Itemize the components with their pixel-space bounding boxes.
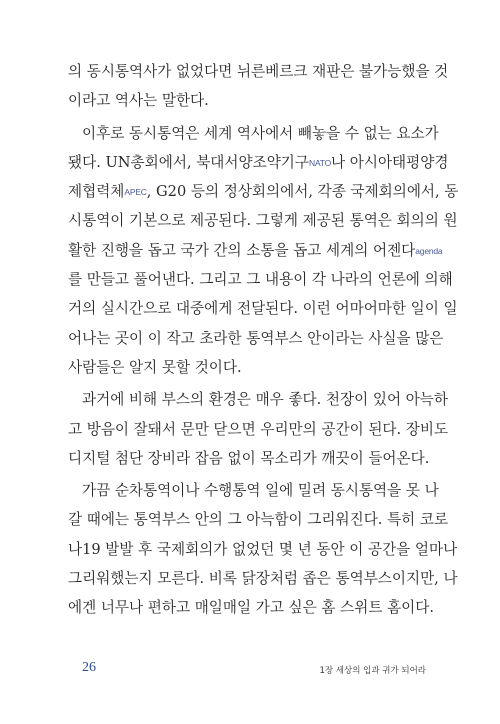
gloss-annotation: NATO	[309, 157, 332, 168]
text-line	[68, 535, 458, 564]
text-line	[68, 353, 426, 382]
text-line	[68, 294, 458, 323]
text-line	[68, 564, 458, 593]
text-run: 활한 진행을 돕고 국가 간의 소통을 돕고 세계의 어젠다	[68, 241, 416, 259]
text-run: 시통역이 기본으로 제공된다. 그렇게 제공된 통역은 회의의 원	[68, 212, 458, 230]
text-run: 에겐 너무나 편하고 매일매일 가고 싶은 홈 스위트 홈이다.	[68, 599, 434, 617]
text-run: , G20 등의 정상회의에서, 각종 국제회의에서, 동	[146, 183, 459, 201]
text-run: 제협력체	[68, 183, 125, 201]
text-line	[68, 119, 439, 148]
text-run: 나 아시아태평양경	[331, 153, 449, 171]
paragraph	[68, 385, 449, 473]
text-line	[68, 444, 430, 473]
text-line	[68, 57, 449, 86]
text-line	[68, 206, 458, 235]
text-run: 과거에 비해 부스의 환경은 매우 좋다. 천장이 있어 아늑하	[82, 391, 448, 409]
running-head: 1장 세상의 입과 귀가 되어라	[319, 666, 426, 676]
text-run: 가끔 순차통역이나 수행통역 일에 밀려 동시통역을 못 나	[82, 482, 439, 500]
text-line	[68, 177, 459, 206]
gloss-annotation: agenda	[415, 245, 443, 256]
text-run: 를 만들고 풀어낸다. 그리고 그 내용이 각 나라의 언론에 의해	[68, 271, 453, 289]
paragraph	[68, 57, 449, 116]
gloss-annotation: APEC	[124, 187, 147, 198]
text-run: 어나는 곳이 이 작고 초라한 통역부스 안이라는 사실을 많은	[68, 329, 444, 347]
text-run: 의 동시통역사가 없었다면 뉘른베르크 재판은 불가능했을 것	[68, 63, 449, 80]
text-run: 갈 때에는 통역부스 안의 그 아늑함이 그리워진다. 특히 코로	[68, 511, 449, 529]
text-run: 고 방음이 잘돼서 문만 닫으면 우리만의 공간이 된다. 장비도	[68, 420, 449, 438]
text-run: 디지털 첨단 장비라 잡음 없이 목소리가 깨끗이 들어온다.	[68, 449, 430, 467]
text-run: 나19 발발 후 국제회의가 없었던 몇 년 동안 이 공간을 얼마나	[68, 540, 458, 558]
page-body	[68, 57, 459, 623]
paragraph	[68, 119, 459, 383]
text-run: 됐다. UN총회에서, 북대서양조약기구	[68, 153, 309, 171]
paragraph	[68, 476, 458, 622]
text-line	[68, 86, 426, 115]
text-run: 거의 실시간으로 대중에게 전달된다. 이런 어마어마한 일이 일	[68, 300, 458, 318]
text-run: 이라고 역사는 말한다.	[68, 92, 209, 110]
text-line	[68, 415, 449, 444]
text-line	[68, 324, 444, 353]
text-run: 사람들은 알지 못할 것이다.	[68, 358, 242, 376]
text-line	[68, 593, 434, 622]
text-line	[68, 148, 449, 177]
text-line	[68, 236, 443, 265]
page-number: 26	[82, 660, 96, 675]
text-line	[68, 505, 449, 534]
text-line	[68, 385, 448, 414]
text-line	[68, 476, 439, 505]
text-run: 이후로 동시통역은 세계 역사에서 빼놓을 수 없는 요소가	[82, 124, 439, 142]
text-line	[68, 265, 453, 294]
text-run: 그리워했는지 모른다. 비록 닭장처럼 좁은 통역부스이지만, 나	[68, 570, 458, 588]
